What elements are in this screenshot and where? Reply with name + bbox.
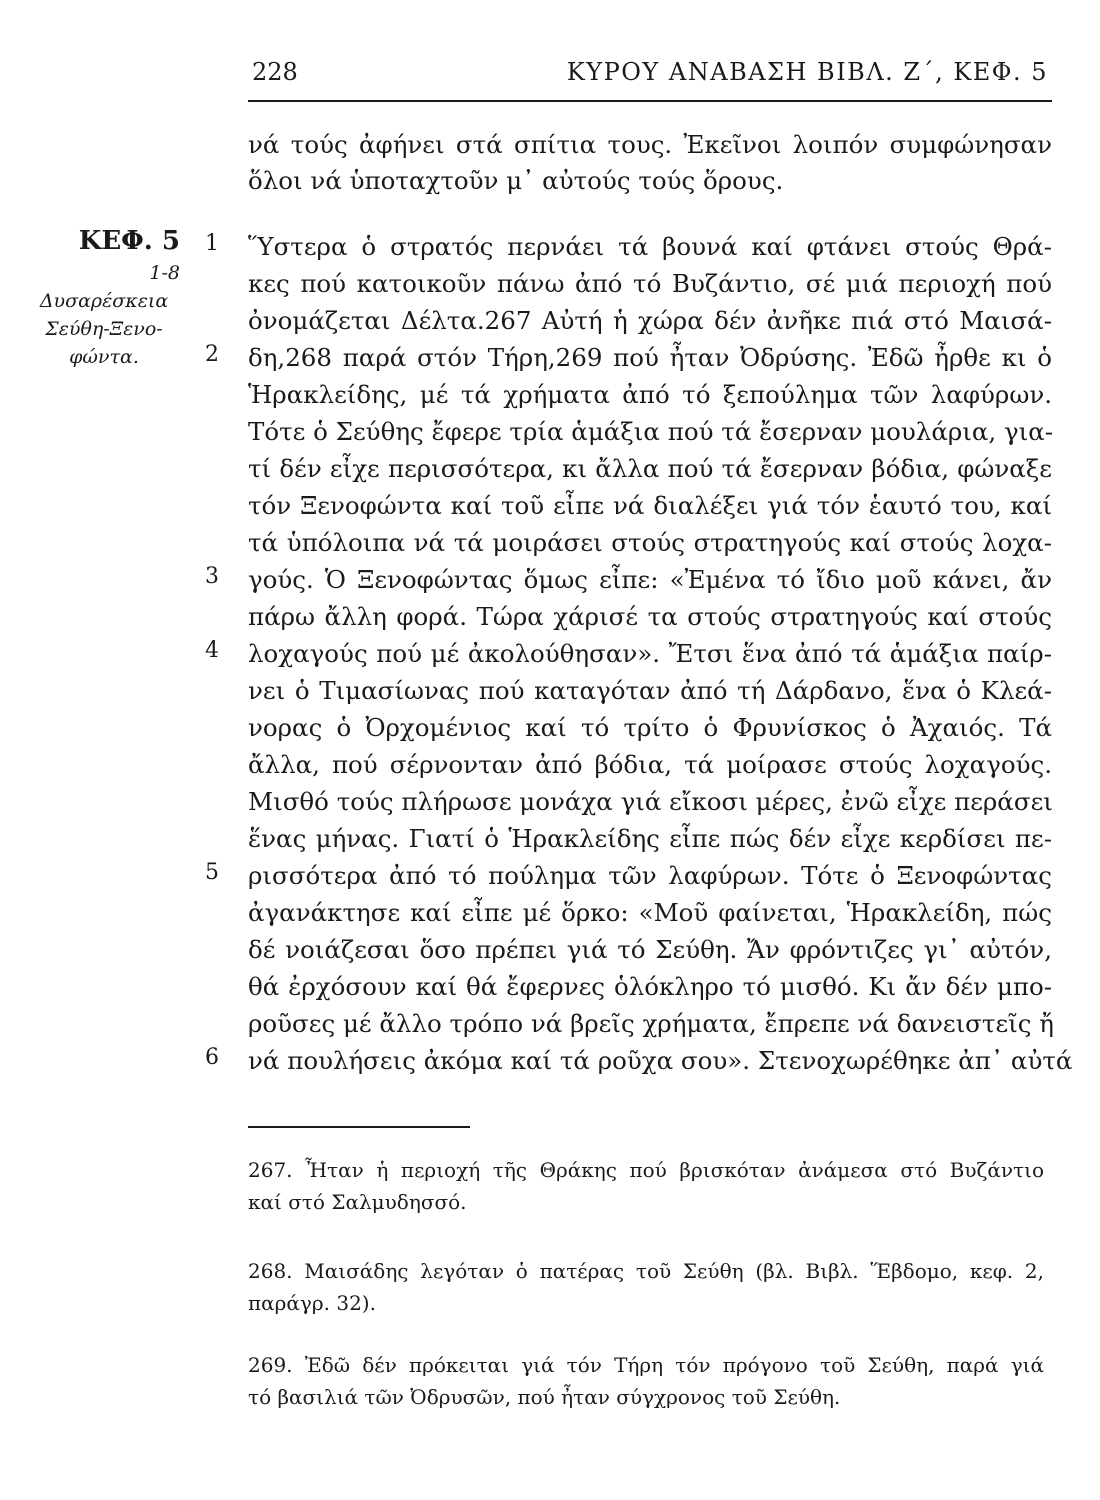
text-line: γούς. Ὁ Ξενοφώντας ὅμως εἶπε: «Ἐμένα τό ἴδιο μοῦ κάνει, ἄν: [248, 565, 1052, 594]
text-line: νά πουλήσεις ἀκόμα καί τά ροῦχα σου». Στενοχωρέθηκε ἀπ᾽ αὐτά: [248, 1046, 1073, 1075]
text-line: δέ νοιάζεσαι ὅσο πρέπει γιά τό Σεύθη. Ἄν φρόντιζες γι᾽ αὐτόν,: [248, 935, 1052, 964]
text-line: ροῦσες μέ ἄλλο τρόπο νά βρεῖς χρήματα, ἔπρεπε νά δανειστεῖς ἤ: [248, 1009, 1054, 1038]
text-line: τόν Ξενοφώντα καί τοῦ εἶπε νά διαλέξει γιά τόν ἑαυτό του, καί: [248, 491, 1052, 520]
chapter-title-line: Δυσαρέσκεια: [39, 290, 169, 312]
text-line: Ἡρακλείδης, μέ τά χρήματα ἀπό τό ξεπούλημα τῶν λαφύρων.: [248, 380, 1052, 409]
text-line: Ὕστερα ὁ στρατός περνάει τά βουνά καί φτάνει στούς Θρά-: [248, 232, 1052, 261]
header-rule: [248, 100, 1052, 102]
text-line: ὅλοι νά ὑποταχτοῦν μ᾽ αὐτούς τούς ὅρους.: [248, 166, 784, 195]
paragraph-number: 1: [205, 231, 219, 256]
footnote-line: καί στό Σαλμυδησσό.: [248, 1190, 467, 1214]
text-line: θά ἐρχόσουν καί θά ἔφερνες ὁλόκληρο τό μισθό. Κι ἄν δέν μπο-: [248, 972, 1052, 1001]
footnote-rule: [248, 1126, 470, 1128]
running-head: ΚΥΡΟΥ ΑΝΑΒΑΣΗ ΒΙΒΛ. Ζ΄, ΚΕΦ. 5: [566, 58, 1048, 86]
paragraph-number: 3: [205, 564, 219, 589]
chapter-label: ΚΕΦ. 5: [78, 226, 180, 256]
text-line: Τότε ὁ Σεύθης ἔφερε τρία ἁμάξια πού τά ἔσερναν μουλάρια, για-: [248, 417, 1054, 446]
footnote-line: 269. Ἐδῶ δέν πρόκειται γιά τόν Τήρη τόν πρόγονο τοῦ Σεύθη, παρά γιά: [248, 1353, 1044, 1377]
text-line: πάρω ἄλλη φορά. Τώρα χάρισέ τα στούς στρατηγούς καί στούς: [248, 602, 1052, 631]
paragraph-number: 4: [205, 638, 219, 663]
footnote-line: τό βασιλιά τῶν Ὀδρυσῶν, πού ἦταν σύγχρονος τοῦ Σεύθη.: [248, 1385, 841, 1409]
text-line: νει ὁ Τιμασίωνας πού καταγόταν ἀπό τή Δάρδανο, ἕνα ὁ Κλεά-: [248, 676, 1052, 705]
paragraph-number: 6: [205, 1045, 219, 1070]
text-line: νά τούς ἀφήνει στά σπίτια τους. Ἐκεῖνοι λοιπόν συμφώνησαν: [248, 130, 1052, 159]
text-line: ρισσότερα ἀπό τό πούλημα τῶν λαφύρων. Τότε ὁ Ξενοφώντας: [248, 861, 1052, 890]
footnote-line: 267. Ἦταν ἡ περιοχή τῆς Θράκης πού βρισκόταν ἀνάμεσα στό Βυζάντιο: [248, 1158, 1044, 1182]
chapter-range: 1-8: [149, 262, 180, 284]
text-line: ὀνομάζεται Δέλτα.267 Αὐτή ἡ χώρα δέν ἀνῆκε πιά στό Μαισά-: [248, 306, 1052, 335]
text-line: Μισθό τούς πλήρωσε μονάχα γιά εἴκοσι μέρες, ἐνῶ εἶχε περάσει: [248, 787, 1053, 816]
paragraph-number: 2: [205, 342, 219, 367]
chapter-title-line: Σεύθη-Ξενο-: [45, 318, 163, 340]
text-line: ἀγανάκτησε καί εἶπε μέ ὅρκο: «Μοῦ φαίνεται, Ἡρακλείδη, πώς: [248, 898, 1052, 927]
text-line: δη,268 παρά στόν Τήρη,269 πού ἦταν Ὀδρύσης. Ἐδῶ ἦρθε κι ὁ: [248, 343, 1052, 372]
text-line: νορας ὁ Ὀρχομένιος καί τό τρίτο ὁ Φρυνίσκος ὁ Ἀχαιός. Τά: [248, 713, 1052, 742]
footnote-line: παράγρ. 32).: [248, 1291, 376, 1315]
page-number: 228: [252, 58, 298, 86]
text-line: ἄλλα, πού σέρνονταν ἀπό βόδια, τά μοίρασε στούς λοχαγούς.: [248, 750, 1052, 779]
footnote-line: 268. Μαισάδης λεγόταν ὁ πατέρας τοῦ Σεύθη (βλ. Βιβλ. Ἕβδομο, κεφ. 2,: [248, 1259, 1044, 1283]
text-line: τί δέν εἶχε περισσότερα, κι ἄλλα πού τά ἔσερναν βόδια, φώναξε: [248, 454, 1052, 483]
text-line: λοχαγούς πού μέ ἀκολούθησαν». Ἔτσι ἕνα ἀπό τά ἁμάξια παίρ-: [248, 639, 1052, 668]
text-line: ἕνας μήνας. Γιατί ὁ Ἡρακλείδης εἶπε πώς δέν εἶχε κερδίσει πε-: [248, 824, 1052, 853]
chapter-title-line: φώντα.: [69, 346, 139, 368]
paragraph-number: 5: [205, 860, 219, 885]
text-line: τά ὑπόλοιπα νά τά μοιράσει στούς στρατηγούς καί στούς λοχα-: [248, 528, 1052, 557]
text-line: κες πού κατοικοῦν πάνω ἀπό τό Βυζάντιο, σέ μιά περιοχή πού: [248, 269, 1052, 298]
